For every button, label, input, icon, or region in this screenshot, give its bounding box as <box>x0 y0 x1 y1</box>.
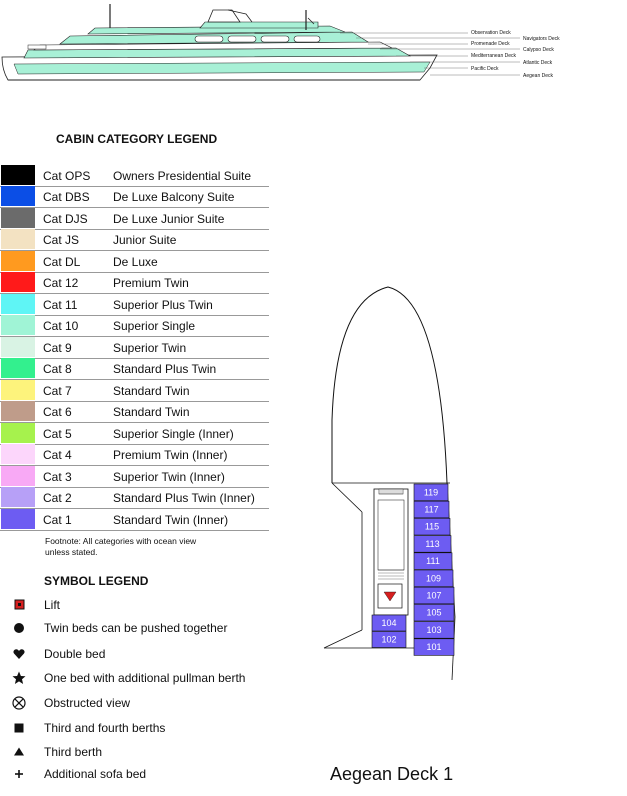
cabin-number: 104 <box>381 618 397 628</box>
footnote-line-1: Footnote: All categories with ocean view <box>45 536 197 546</box>
legend-code: Cat 9 <box>43 340 72 355</box>
legend-description: Superior Single (Inner) <box>113 426 234 441</box>
legend-code: Cat 1 <box>43 512 72 527</box>
deck-label-atlantic: Atlantic Deck <box>523 60 553 66</box>
cabin-number: 101 <box>426 642 442 653</box>
cabin-number: 107 <box>426 590 442 601</box>
cabin-legend-title: CABIN CATEGORY LEGEND <box>56 132 218 146</box>
deck-label-observation: Observation Deck <box>471 30 511 36</box>
cabin-number: 115 <box>424 521 440 532</box>
legend-code: Cat 6 <box>43 405 72 419</box>
legend-code: Cat 7 <box>43 383 72 398</box>
symbol-label: Additional sofa bed <box>44 767 147 781</box>
cabin-number: 111 <box>426 556 440 567</box>
cabin-number: 102 <box>381 634 397 645</box>
legend-code: Cat 3 <box>43 469 72 484</box>
legend-code: Cat OPS <box>43 168 91 183</box>
legend-description: Standard Plus Twin (Inner) <box>113 491 255 505</box>
symbol-label: Obstructed view <box>44 696 131 710</box>
legend-description: Superior Twin (Inner) <box>113 469 225 484</box>
legend-description: Standard Twin (Inner) <box>113 512 229 527</box>
deck-label-pacific: Pacific Deck <box>471 66 499 72</box>
cabin-number: 105 <box>426 607 442 618</box>
legend-code: Cat DJS <box>43 211 88 226</box>
legend-code: Cat DL <box>43 254 81 269</box>
cabin-number: 117 <box>424 504 439 515</box>
legend-code: Cat DBS <box>43 190 90 204</box>
symbol-label: Twin beds can be pushed together <box>44 621 228 635</box>
legend-description: De Luxe <box>113 254 158 269</box>
footnote-line-2: unless stated. <box>45 547 98 557</box>
legend-description: Junior Suite <box>113 233 177 247</box>
legend-description: Standard Twin <box>113 405 190 419</box>
legend-code: Cat 11 <box>43 297 78 312</box>
deck-label-navigators: Navigators Deck <box>523 36 560 42</box>
legend-code: Cat JS <box>43 233 80 247</box>
cabin-number: 113 <box>425 538 440 549</box>
legend-description: Premium Twin (Inner) <box>113 448 228 462</box>
deck-label-aegean: Aegean Deck <box>523 73 554 79</box>
symbol-label: Lift <box>44 598 61 612</box>
legend-code: Cat 2 <box>43 491 72 505</box>
legend-description: De Luxe Junior Suite <box>113 211 225 226</box>
legend-description: Standard Plus Twin <box>113 362 217 376</box>
symbol-label: Third berth <box>44 745 103 759</box>
legend-code: Cat 12 <box>43 276 79 290</box>
cabin-number: 109 <box>425 573 442 584</box>
deck-label-mediterranean: Mediterranean Deck <box>471 53 517 59</box>
legend-description: Superior Single <box>113 319 196 333</box>
deck-title: Aegean Deck 1 <box>330 764 454 784</box>
legend-description: De Luxe Balcony Suite <box>113 190 235 204</box>
cabin-number: 103 <box>426 624 442 635</box>
symbol-label: Third and fourth berths <box>44 721 166 735</box>
cabin-number: 119 <box>423 487 439 498</box>
legend-code: Cat 8 <box>43 362 72 376</box>
legend-description: Superior Plus Twin <box>113 297 213 312</box>
legend-description: Owners Presidential Suite <box>113 168 252 183</box>
legend-code: Cat 10 <box>43 319 79 333</box>
legend-code: Cat 4 <box>43 448 72 462</box>
legend-description: Premium Twin <box>113 276 189 290</box>
legend-description: Standard Twin <box>113 383 190 398</box>
deck-label-promenade: Promenade Deck <box>471 41 510 47</box>
legend-description: Superior Twin <box>113 340 187 355</box>
legend-code: Cat 5 <box>43 426 72 441</box>
symbol-label: One bed with additional pullman berth <box>44 671 246 685</box>
symbol-label: Double bed <box>44 647 106 661</box>
deck-label-calypso: Calypso Deck <box>523 47 554 53</box>
symbol-legend-title: SYMBOL LEGEND <box>44 574 149 588</box>
